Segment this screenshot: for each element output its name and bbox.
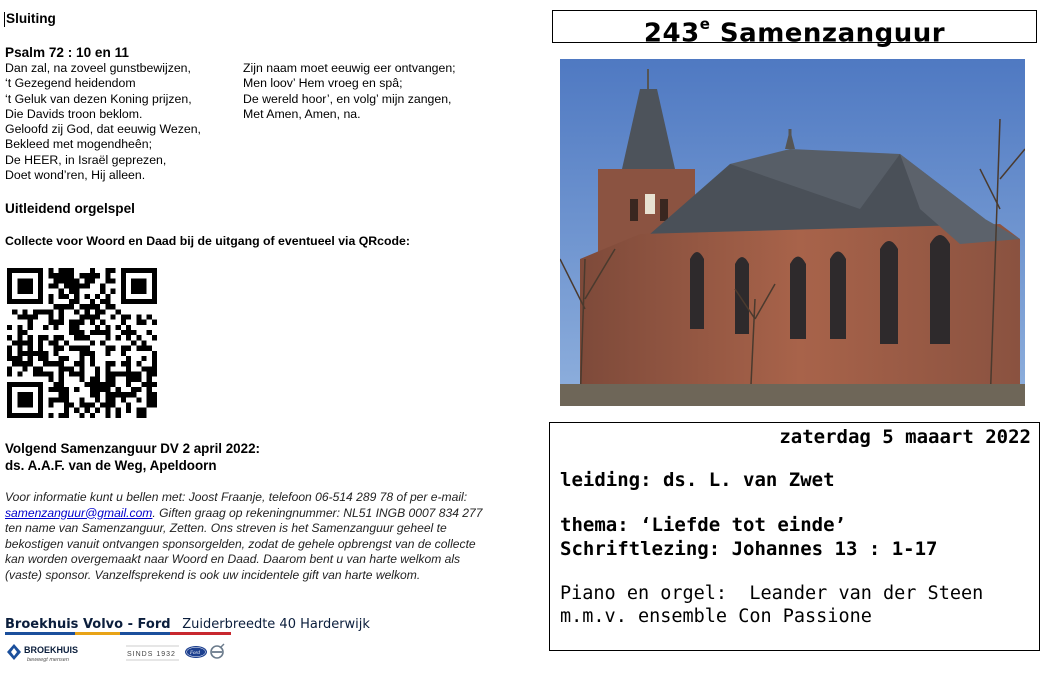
verse-line: De wereld hoor’, en volg’ mijn zangen,: [243, 91, 452, 106]
contact-text: Voor informatie kunt u bellen met: Joost Fraanje, telefoon 06-514 289 78 of per e-mail:: [5, 490, 468, 504]
broekhuis-tagline: beweegt mensen: [27, 657, 69, 663]
verse-line: Met Amen, Amen, na.: [243, 106, 361, 121]
sponsor-logos: [5, 640, 235, 668]
email-link[interactable]: samenzanguur@gmail.com: [5, 505, 153, 520]
since-badge: [126, 646, 179, 660]
verse-line: ‘t Geluk van dezen Koning prijzen,: [5, 91, 192, 106]
service-date: zaterdag 5 maaart 2022: [779, 426, 1031, 448]
next-service: [5, 440, 260, 474]
verse-line: Die Davids troon beklom.: [5, 106, 143, 121]
ford-logo: [185, 646, 207, 658]
page-title: [552, 10, 1037, 49]
broekhuis-logo: [7, 644, 78, 663]
next-service-date: Volgend Samenzanguur DV 2 april 2022:: [5, 441, 260, 456]
verse-line: Zijn naam moet eeuwig eer ontvangen;: [243, 61, 456, 75]
since-text: SINDS 1932: [127, 651, 176, 658]
donation-text: . Giften graag op rekeningnummer: NL51 INGB 0007 834 277 ten name van Samenzanguur, Zetten. Ons streven is het Samenzanguur geheel te bekostigen vanuit ontvangen sponsorgelden, zodat de gehele opbrengst van de collecte kan worden overgemaakt naar Woord en Daad. Daarom bent u van harte welkom als (vaste) sponsor. Vanzelfsprekend is ook uw incidentele gift van harte welkom.: [5, 505, 483, 582]
orgelspel-heading: Uitleidend orgelspel: [5, 201, 135, 216]
psalm-heading: Psalm 72 : 10 en 11: [5, 45, 129, 60]
verse-line: Dan zal, na zoveel gunstbewijzen,: [5, 61, 191, 75]
ford-text: Ford: [190, 651, 200, 656]
qr-code[interactable]: [7, 268, 157, 418]
verse-line: Men loov’ Hem vroeg en spâ;: [243, 76, 403, 91]
sponsor-line: [5, 616, 370, 632]
piano-orgel: Piano en orgel: Leander van der Steen: [560, 583, 984, 604]
title-text: Samenzanguur: [710, 18, 946, 49]
verse-line: ‘t Gezegend heidendom: [5, 76, 136, 91]
psalm-verse-right: [243, 61, 456, 122]
ensemble: m.m.v. ensemble Con Passione: [560, 606, 872, 627]
sluiting-heading: Sluiting: [6, 11, 56, 26]
schriftlezing: Schriftlezing: Johannes 13 : 1-17: [560, 538, 938, 560]
thema: thema: ‘Liefde tot einde’: [560, 514, 846, 536]
collecte-text: Collecte voor Woord en Daad bij de uitgang of eventueel via QRcode:: [5, 234, 410, 248]
leiding: leiding: ds. L. van Zwet: [560, 469, 835, 491]
verse-line: Doet wond’ren, Hij alleen.: [5, 168, 146, 183]
title-superscript: e: [699, 15, 711, 33]
contact-info: [5, 490, 485, 584]
service-info-box: [549, 422, 1040, 651]
church-photo: [560, 59, 1025, 406]
title-number: 243: [643, 18, 700, 49]
sponsor-address: Zuiderbreedte 40 Harderwijk: [182, 617, 370, 632]
verse-line: Geloofd zij God, dat eeuwig Wezen,: [5, 122, 201, 137]
next-service-preacher: ds. A.A.F. van de Weg, Apeldoorn: [5, 458, 217, 473]
volvo-logo: [211, 644, 224, 658]
left-column: [5, 0, 540, 674]
sponsor-underline: [5, 632, 231, 635]
verse-line: Bekleed met mogendheên;: [5, 137, 152, 152]
psalm-verse-left: [5, 61, 201, 183]
verse-line: De HEER, in Israël geprezen,: [5, 152, 167, 167]
broekhuis-wordmark: BROEKHUIS: [24, 645, 79, 655]
sponsor-name: Broekhuis Volvo - Ford: [5, 617, 171, 632]
